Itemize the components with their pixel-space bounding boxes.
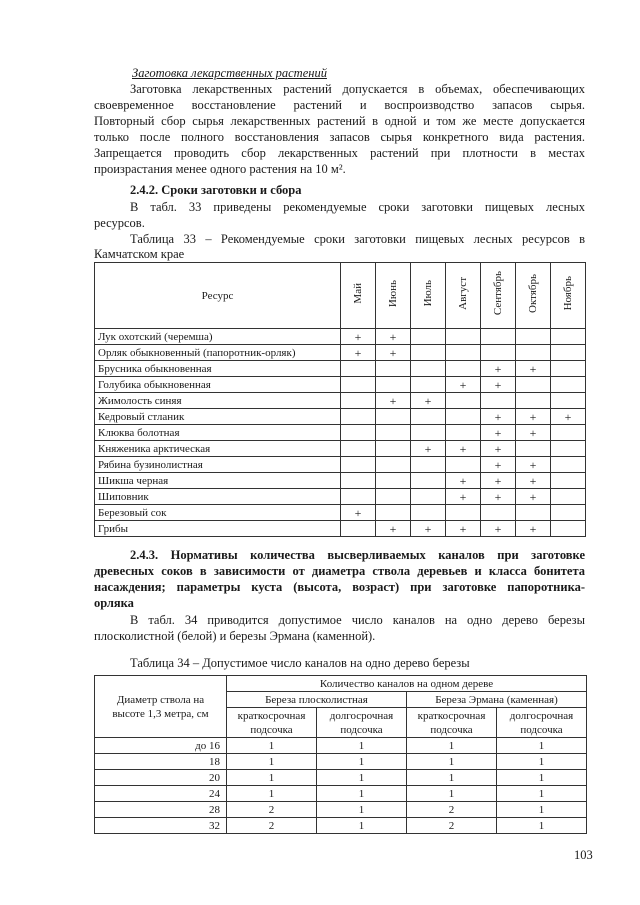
para1-line-1: Заготовка лекарственных растений допускается в объемах, обеспечивающих: [130, 82, 585, 96]
table33-resource-name: Клюква болотная: [95, 425, 341, 441]
table34-value-cell: 2: [227, 802, 317, 818]
table33-mark-cell: [376, 489, 411, 505]
table33-month-header: Июнь: [376, 263, 411, 329]
table34-value-cell: 1: [497, 754, 587, 770]
table33-row: [95, 377, 586, 393]
table34-diameter-cell: 32: [95, 818, 227, 834]
table33-mark-cell: +: [341, 329, 376, 345]
table33-mark-cell: [411, 425, 446, 441]
table33-mark-cell: [411, 377, 446, 393]
table33-mark-cell: [551, 361, 586, 377]
table34-value-cell: 1: [407, 786, 497, 802]
table33-row: [95, 457, 586, 473]
table33-resource-name: Шиповник: [95, 489, 341, 505]
table34-row: [95, 738, 587, 754]
table33-mark-cell: [376, 409, 411, 425]
table34-value-cell: 1: [497, 738, 587, 754]
table33-row: [95, 473, 586, 489]
table33-row: [95, 393, 586, 409]
para3-line-2: плосколистной (белой) и березы Эрмана (каменной).: [94, 629, 376, 643]
para1-line-4: только после полного восстановления запасов сырья конкретного вида растения.: [94, 130, 585, 144]
table33-mark-cell: [551, 425, 586, 441]
table34-value-cell: 1: [317, 754, 407, 770]
table34-value-cell: 1: [317, 786, 407, 802]
table33-mark-cell: +: [376, 521, 411, 537]
para2-line-2: ресурсов.: [94, 216, 145, 230]
table34-caption: Таблица 34 – Допустимое число каналов на одно дерево березы: [130, 656, 470, 670]
table34-value-cell: 1: [497, 786, 587, 802]
table33-mark-cell: [341, 441, 376, 457]
table33-resource-name: Грибы: [95, 521, 341, 537]
table34-value-cell: 1: [317, 770, 407, 786]
table33-resource-name: Голубика обыкновенная: [95, 377, 341, 393]
table34-value-cell: 1: [227, 786, 317, 802]
table33-mark-cell: [376, 457, 411, 473]
table33-mark-cell: [341, 361, 376, 377]
table33-mark-cell: [446, 361, 481, 377]
table33-caption-line-2: Камчатском крае: [94, 247, 185, 261]
table34-value-cell: 1: [407, 738, 497, 754]
para1-line-2: своевременное восстановление растений и воспроизводство запасов сырья.: [94, 98, 585, 112]
table33-row: [95, 489, 586, 505]
table33-mark-cell: +: [481, 425, 516, 441]
table34-value-cell: 2: [407, 802, 497, 818]
table33-mark-cell: +: [341, 345, 376, 361]
table33-header-row: [95, 263, 586, 329]
table33-mark-cell: [341, 473, 376, 489]
table33-row: [95, 361, 586, 377]
table33-resource-name: Орляк обыкновенный (папоротник-орляк): [95, 345, 341, 361]
table33-row: [95, 329, 586, 345]
table33-mark-cell: [551, 473, 586, 489]
table34-subheader: долгосрочная подсочка: [317, 708, 407, 738]
para1-line-3: Повторный сбор сырья лекарственных растений в одной и том же месте допускается: [94, 114, 585, 128]
table33-mark-cell: [516, 329, 551, 345]
table34-row: [95, 754, 587, 770]
table33-resource-name: Кедровый стланик: [95, 409, 341, 425]
table33-mark-cell: [516, 393, 551, 409]
table33-mark-cell: [551, 441, 586, 457]
table33-mark-cell: [551, 489, 586, 505]
table33-mark-cell: [446, 425, 481, 441]
table33-mark-cell: [446, 409, 481, 425]
table33-mark-cell: [376, 441, 411, 457]
table33-mark-cell: [551, 505, 586, 521]
table34-diameter-cell: до 16: [95, 738, 227, 754]
table33-month-header: Июль: [411, 263, 446, 329]
table33-mark-cell: +: [481, 489, 516, 505]
table33-month-header: Ноябрь: [551, 263, 586, 329]
table33-resource-name: Жимолость синяя: [95, 393, 341, 409]
table33-mark-cell: [446, 393, 481, 409]
table33-mark-cell: +: [516, 457, 551, 473]
table33-row: [95, 505, 586, 521]
table33-mark-cell: [481, 505, 516, 521]
section-title: Заготовка лекарственных растений: [132, 66, 327, 80]
table34-diameter-header: Диаметр ствола на высоте 1,3 метра, см: [95, 676, 227, 738]
heading-2-4-3-line-3: насаждения; параметры куста (высота, возраст) при заготовке папоротника-: [94, 580, 585, 594]
table33-mark-cell: +: [516, 473, 551, 489]
table33-mark-cell: +: [551, 409, 586, 425]
table33-mark-cell: [516, 441, 551, 457]
table33-mark-cell: +: [446, 521, 481, 537]
table33-caption-line-1: Таблица 33 – Рекомендуемые сроки заготовки пищевых лесных ресурсов в: [130, 232, 585, 246]
table33-resource-name: Княженика арктическая: [95, 441, 341, 457]
table33-mark-cell: [516, 377, 551, 393]
table33-mark-cell: +: [411, 393, 446, 409]
table33-mark-cell: [516, 345, 551, 361]
table33-row: [95, 345, 586, 361]
page-number: 103: [574, 848, 593, 862]
table33-mark-cell: [341, 393, 376, 409]
table33-resource-name: Брусника обыкновенная: [95, 361, 341, 377]
table33-mark-cell: [446, 457, 481, 473]
table33-month-header: Сентябрь: [481, 263, 516, 329]
table33-mark-cell: +: [481, 441, 516, 457]
table34-diameter-cell: 24: [95, 786, 227, 802]
table33-mark-cell: +: [481, 409, 516, 425]
table33-mark-cell: [551, 457, 586, 473]
table33-mark-cell: [341, 457, 376, 473]
table33-mark-cell: [446, 345, 481, 361]
table34-value-cell: 1: [497, 770, 587, 786]
table33-mark-cell: [376, 473, 411, 489]
table33-mark-cell: [411, 473, 446, 489]
table34-header-row-1: [95, 676, 587, 692]
para1-line-5: Запрещается проводить сбор лекарственных растений при плотности в местах: [94, 146, 585, 160]
table33-resource-header: Ресурс: [95, 263, 341, 329]
table34-count-header: Количество каналов на одном дереве: [227, 676, 587, 692]
table34-value-cell: 1: [317, 738, 407, 754]
table33-mark-cell: [411, 361, 446, 377]
table33-mark-cell: +: [341, 505, 376, 521]
table34-row: [95, 770, 587, 786]
table33-mark-cell: +: [481, 377, 516, 393]
table33-mark-cell: [376, 425, 411, 441]
table34-value-cell: 2: [227, 818, 317, 834]
table33-row: [95, 425, 586, 441]
table33-mark-cell: [411, 457, 446, 473]
table33-mark-cell: +: [411, 521, 446, 537]
table33-mark-cell: [551, 345, 586, 361]
table34-value-cell: 1: [497, 802, 587, 818]
table33-mark-cell: [411, 505, 446, 521]
table33-mark-cell: +: [376, 393, 411, 409]
table34-subheader: краткосрочная подсочка: [407, 708, 497, 738]
table33-mark-cell: [551, 377, 586, 393]
table34-species-header: Береза Эрмана (каменная): [407, 692, 587, 708]
table33-mark-cell: [551, 521, 586, 537]
heading-2-4-2: 2.4.2. Сроки заготовки и сбора: [130, 183, 302, 197]
table34-diameter-cell: 28: [95, 802, 227, 818]
table33-mark-cell: [341, 425, 376, 441]
table34-subheader: долгосрочная подсочка: [497, 708, 587, 738]
table33-mark-cell: +: [446, 377, 481, 393]
table33-mark-cell: [481, 393, 516, 409]
table33-mark-cell: +: [481, 457, 516, 473]
table33-mark-cell: [341, 409, 376, 425]
table33-mark-cell: [516, 505, 551, 521]
table33-mark-cell: [411, 329, 446, 345]
table33-mark-cell: [376, 361, 411, 377]
para3-line-1: В табл. 34 приводится допустимое число каналов на одно дерево березы: [130, 613, 585, 627]
table34-species-header: Береза плосколистная: [227, 692, 407, 708]
table33-mark-cell: [411, 489, 446, 505]
heading-2-4-3-line-2: древесных соков в зависимости от диаметра ствола деревьев и класса бонитета: [94, 564, 585, 578]
table34-value-cell: 2: [407, 818, 497, 834]
table34-value-cell: 1: [227, 738, 317, 754]
table-34: [94, 675, 587, 834]
table33-row: [95, 441, 586, 457]
table33-resource-name: Рябина бузинолистная: [95, 457, 341, 473]
table34-row: [95, 802, 587, 818]
table33-resource-name: Березовый сок: [95, 505, 341, 521]
table33-resource-name: Лук охотский (черемша): [95, 329, 341, 345]
table34-diameter-cell: 20: [95, 770, 227, 786]
para2-line-1: В табл. 33 приведены рекомендуемые сроки заготовки пищевых лесных: [130, 200, 585, 214]
table33-mark-cell: +: [516, 425, 551, 441]
table33-mark-cell: +: [446, 489, 481, 505]
table33-mark-cell: [481, 329, 516, 345]
table33-mark-cell: +: [481, 521, 516, 537]
table34-value-cell: 1: [317, 802, 407, 818]
table33-mark-cell: [551, 329, 586, 345]
table34-subheader: краткосрочная подсочка: [227, 708, 317, 738]
table33-mark-cell: [411, 345, 446, 361]
table34-value-cell: 1: [227, 770, 317, 786]
table33-mark-cell: [376, 377, 411, 393]
table33-mark-cell: +: [516, 361, 551, 377]
table34-value-cell: 1: [407, 754, 497, 770]
table33-mark-cell: [341, 377, 376, 393]
table33-mark-cell: +: [411, 441, 446, 457]
table33-mark-cell: +: [516, 521, 551, 537]
table33-mark-cell: [446, 329, 481, 345]
table34-value-cell: 1: [317, 818, 407, 834]
heading-2-4-3-line-4: орляка: [94, 596, 134, 610]
table33-mark-cell: [446, 505, 481, 521]
table33-mark-cell: +: [481, 361, 516, 377]
table33-mark-cell: [341, 521, 376, 537]
table33-mark-cell: +: [481, 473, 516, 489]
table33-mark-cell: +: [446, 441, 481, 457]
table33-row: [95, 521, 586, 537]
table33-mark-cell: [341, 489, 376, 505]
table33-mark-cell: +: [376, 329, 411, 345]
table-33: [94, 262, 586, 537]
table33-month-header: Октябрь: [516, 263, 551, 329]
table34-diameter-cell: 18: [95, 754, 227, 770]
table34-value-cell: 1: [227, 754, 317, 770]
table33-mark-cell: +: [516, 409, 551, 425]
table33-month-header: Август: [446, 263, 481, 329]
table34-row: [95, 818, 587, 834]
table33-mark-cell: +: [446, 473, 481, 489]
para1-line-6: произрастания менее одного растения на 10 м².: [94, 162, 346, 176]
table33-row: [95, 409, 586, 425]
table34-row: [95, 786, 587, 802]
table33-resource-name: Шикша черная: [95, 473, 341, 489]
table33-mark-cell: +: [376, 345, 411, 361]
table34-value-cell: 1: [497, 818, 587, 834]
table33-month-header: Май: [341, 263, 376, 329]
table33-mark-cell: [411, 409, 446, 425]
heading-2-4-3-line-1: 2.4.3. Нормативы количества высверливаемых каналов при заготовке: [130, 548, 585, 562]
table33-mark-cell: [481, 345, 516, 361]
table33-mark-cell: [376, 505, 411, 521]
table33-mark-cell: +: [516, 489, 551, 505]
table34-value-cell: 1: [407, 770, 497, 786]
table33-mark-cell: [551, 393, 586, 409]
